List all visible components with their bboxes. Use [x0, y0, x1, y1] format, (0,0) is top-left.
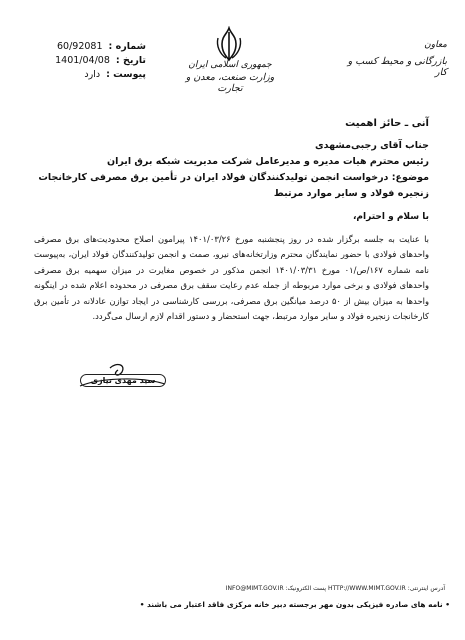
emblem-caption [175, 60, 285, 94]
addressee [29, 138, 429, 170]
greeting: با سلام و احترام، [353, 212, 429, 222]
iran-emblem-icon [214, 26, 244, 62]
attachment-row [16, 68, 146, 82]
footer-note: • نامه های صادره فیزیکی بدون مهر برجسته دبیر خانه مرکزی فاقد اعتبار می باشند • [139, 600, 450, 609]
date-label: تاریخ : [115, 55, 146, 66]
signatory-name: سید مهدی نیازی [80, 374, 166, 387]
office-line-2: بازرگانی و محیط کسب و کار [347, 56, 447, 78]
footer-contact: آدرس اینترنتی: HTTP://WWW.MIMT.GOV.IR پست الکترونیک: INFO@MIMT.GOV.IR [225, 585, 445, 592]
letter-meta [16, 40, 146, 82]
office-line-1: معاون [424, 40, 447, 50]
urgency-label: آنی ـ حائز اهمیت [345, 118, 429, 129]
date-row [16, 54, 146, 68]
date-value: 1401/04/08 [55, 55, 110, 66]
office-heading [337, 40, 447, 78]
subject-line: موضوع: درخواست انجمن تولیدکنندگان فولاد ایران در تأمین برق مصرفی کارخانجات زنجیره فولاد و سایر موارد مرتبط [38, 172, 429, 199]
letter-body: با عنایت به جلسه برگزار شده در روز پنجشنبه مورخ ۱۴۰۱/۰۳/۲۶ پیرامون اصلاح محدودیت‌های برق مصرفی واحدهای فولادی با حضور نمایندگان محترم وزارتخانه‌های نیرو، صمت و انجمن تولیدکنندگان فولاد ایران، به‌پیوست نامه شماره ۱۶۷/ص/۰۱ مورخ ۱۴۰۱/۰۳/۳۱ انجمن مذکور در خصوص مغایرت در میزان سهمیه برق مصرفی واحدهای فولادی و برخی موارد مربوطه از جمله عدم رعایت سقف برق مصرفی در محدوده اعلام شده در اینگونه واحدها به میزان بیش از ۵۰ درصد میانگین برق مصرفی، بررسی کارشناسی در ایجاد توازن عادلانه در تأمین برق کارخانجات زنجیره فولاد و سایر موارد مرتبط، جهت استحضار و دستور اقدام لازم ارسال می‌گردد. [34, 234, 430, 322]
number-value: 60/92081 [57, 41, 103, 52]
emblem-line-2: وزارت صنعت، معدن و تجارت [185, 72, 275, 94]
number-label: شماره : [108, 41, 146, 52]
number-row [16, 40, 146, 54]
attachment-label: پیوست : [106, 69, 146, 80]
addressee-title: رئیس محترم هیات مدیره و مدیرعامل شرکت مدیریت شبکه برق ایران [107, 156, 429, 167]
addressee-name: جناب آقای رجبی‌مشهدی [314, 140, 429, 151]
attachment-value: دارد [84, 69, 101, 80]
emblem-line-1: جمهوری اسلامی ایران [188, 60, 272, 70]
